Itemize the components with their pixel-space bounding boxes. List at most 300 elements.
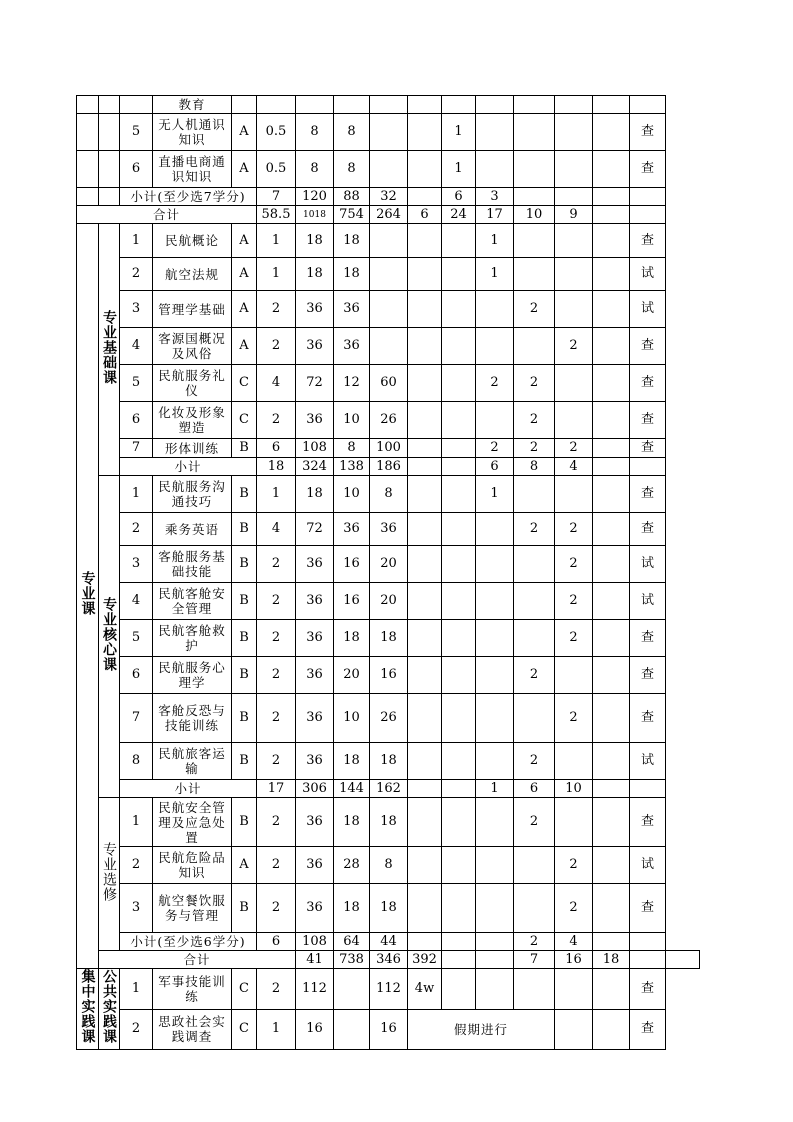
semester-3 <box>476 884 514 933</box>
semester-5: 2 <box>555 546 593 583</box>
theory-hours <box>334 1009 370 1050</box>
semester-5 <box>555 476 593 513</box>
semester-4: 10 <box>514 206 555 224</box>
theory-hours: 16 <box>334 546 370 583</box>
practice-hours <box>370 224 408 258</box>
semester-2 <box>442 258 476 291</box>
theory-hours: 18 <box>334 258 370 291</box>
credit: 2 <box>257 620 296 657</box>
theory-hours: 64 <box>334 933 370 951</box>
theory-hours: 18 <box>334 884 370 933</box>
semester-6 <box>593 458 630 476</box>
course-number: 7 <box>120 439 153 458</box>
semester-2 <box>442 657 476 694</box>
semester-5 <box>555 657 593 694</box>
semester-6 <box>593 657 630 694</box>
semester-6 <box>593 96 630 114</box>
semester-3: 2 <box>476 365 514 402</box>
semester-5 <box>555 798 593 847</box>
subtotal-row <box>77 933 700 951</box>
course-number: 3 <box>120 884 153 933</box>
course-type: C <box>232 402 257 439</box>
course-number: 6 <box>120 657 153 694</box>
semester-4: 16 <box>555 951 593 969</box>
semester-1 <box>408 657 442 694</box>
assessment: 查 <box>630 476 666 513</box>
table-row <box>77 546 700 583</box>
table-row <box>77 151 700 188</box>
semester-5 <box>555 969 593 1010</box>
category-cell <box>99 114 120 151</box>
course-name: 化妆及形象塑造 <box>153 402 232 439</box>
practice-hours <box>370 96 408 114</box>
semester-2 <box>442 933 476 951</box>
course-type: B <box>232 513 257 546</box>
semester-4 <box>514 114 555 151</box>
total-label: 合计 <box>77 206 257 224</box>
course-type: C <box>232 1009 257 1050</box>
semester-2: 6 <box>442 188 476 206</box>
semester-2 <box>442 402 476 439</box>
course-name: 军事技能训练 <box>153 969 232 1010</box>
category-label: 专业基础课 <box>101 309 117 385</box>
total-label: 合计 <box>99 951 296 969</box>
credit: 1 <box>257 1009 296 1050</box>
course-type: A <box>232 291 257 328</box>
subtotal-row <box>77 458 700 476</box>
course-name: 形体训练 <box>153 439 232 458</box>
course-name: 客舱反恐与技能训练 <box>153 694 232 743</box>
semester-1 <box>408 458 442 476</box>
semester-6 <box>593 291 630 328</box>
table-row <box>77 258 700 291</box>
semester-5: 2 <box>555 694 593 743</box>
course-number: 2 <box>120 1009 153 1050</box>
category-public-practice <box>99 969 120 1050</box>
semester-4: 2 <box>514 798 555 847</box>
practice-hours: 44 <box>370 933 408 951</box>
semester-5 <box>555 365 593 402</box>
semester-5: 10 <box>555 780 593 798</box>
theory-hours: 18 <box>334 620 370 657</box>
course-number: 6 <box>120 151 153 188</box>
semester-2: 1 <box>442 151 476 188</box>
semester-1 <box>408 114 442 151</box>
theory-hours: 36 <box>334 291 370 328</box>
semester-6 <box>593 114 630 151</box>
credit: 1 <box>257 224 296 258</box>
course-type: B <box>232 546 257 583</box>
semester-1: 4w <box>408 969 442 1010</box>
course-number: 4 <box>120 328 153 365</box>
credit: 1 <box>257 476 296 513</box>
semester-1 <box>408 513 442 546</box>
course-type: A <box>232 847 257 884</box>
theory-hours: 18 <box>334 798 370 847</box>
semester-6 <box>593 328 630 365</box>
semester-4 <box>514 151 555 188</box>
total-hours: 18 <box>296 224 334 258</box>
theory-hours: 88 <box>334 188 370 206</box>
credit: 2 <box>257 847 296 884</box>
semester-1 <box>408 884 442 933</box>
course-name: 教育 <box>153 96 232 114</box>
total-hours: 36 <box>296 583 334 620</box>
course-number: 1 <box>120 476 153 513</box>
credit: 2 <box>257 291 296 328</box>
practice-hours <box>370 258 408 291</box>
semester-6 <box>593 439 630 458</box>
category-elective <box>99 798 120 951</box>
semester-2 <box>442 513 476 546</box>
semester-3 <box>476 513 514 546</box>
total-hours: 108 <box>296 933 334 951</box>
assessment: 试 <box>630 743 666 780</box>
theory-hours: 346 <box>370 951 408 969</box>
semester-6 <box>593 969 630 1010</box>
course-number: 6 <box>120 402 153 439</box>
semester-5: 2 <box>555 328 593 365</box>
total-hours: 36 <box>296 847 334 884</box>
semester-5: 4 <box>555 458 593 476</box>
assessment <box>630 458 666 476</box>
semester-1 <box>408 439 442 458</box>
course-type: B <box>232 798 257 847</box>
semester-6 <box>593 258 630 291</box>
theory-hours <box>334 969 370 1010</box>
category-concentrated <box>77 969 99 1050</box>
semester-4: 8 <box>514 458 555 476</box>
assessment: 查 <box>630 114 666 151</box>
semester-4: 6 <box>514 780 555 798</box>
credit: 17 <box>257 780 296 798</box>
semester-6 <box>593 620 630 657</box>
course-type: B <box>232 743 257 780</box>
semester-1 <box>408 328 442 365</box>
course-type: B <box>232 583 257 620</box>
table-row <box>77 476 700 513</box>
semester-2 <box>442 328 476 365</box>
course-number: 3 <box>120 546 153 583</box>
theory-hours: 8 <box>334 114 370 151</box>
semester-3 <box>476 96 514 114</box>
total-hours: 108 <box>296 439 334 458</box>
total-hours: 18 <box>296 258 334 291</box>
semester-3: 1 <box>476 780 514 798</box>
semester-6 <box>593 546 630 583</box>
table-row <box>77 694 700 743</box>
category-cell <box>77 188 99 206</box>
semester-1 <box>408 258 442 291</box>
semester-5: 18 <box>593 951 630 969</box>
course-type: B <box>232 657 257 694</box>
total-hours: 324 <box>296 458 334 476</box>
credit: 6 <box>257 933 296 951</box>
course-name: 民航服务沟通技巧 <box>153 476 232 513</box>
table-row <box>77 439 700 458</box>
course-name: 客舱服务基础技能 <box>153 546 232 583</box>
category-label: 公共实践课 <box>101 969 117 1044</box>
total-hours: 738 <box>334 951 370 969</box>
practice-hours: 20 <box>370 583 408 620</box>
semester-6 <box>593 780 630 798</box>
credit: 2 <box>257 969 296 1010</box>
semester-6 <box>593 365 630 402</box>
category-label: 集中实践课 <box>79 969 96 1044</box>
course-type: B <box>232 620 257 657</box>
table-row <box>77 365 700 402</box>
assessment <box>630 933 666 951</box>
total-hours: 36 <box>296 694 334 743</box>
credit: 7 <box>257 188 296 206</box>
assessment: 查 <box>630 798 666 847</box>
table-row <box>77 513 700 546</box>
semester-1 <box>408 151 442 188</box>
semester-2 <box>442 291 476 328</box>
practice-hours: 32 <box>370 188 408 206</box>
semester-6 <box>593 743 630 780</box>
semester-6 <box>593 476 630 513</box>
category-label: 专业核心课 <box>101 596 117 672</box>
semester-2 <box>442 583 476 620</box>
semester-6 <box>593 847 630 884</box>
subtotal-row <box>77 780 700 798</box>
category-professional <box>77 224 99 969</box>
credit: 2 <box>257 743 296 780</box>
total-hours: 36 <box>296 743 334 780</box>
course-plan-table <box>76 95 700 1050</box>
semester-6 <box>593 933 630 951</box>
semester-5 <box>555 1009 593 1050</box>
table-row <box>77 114 700 151</box>
practice-hours: 16 <box>370 657 408 694</box>
semester-4: 2 <box>514 439 555 458</box>
theory-hours: 8 <box>334 151 370 188</box>
credit: 0.5 <box>257 114 296 151</box>
semester-4 <box>514 476 555 513</box>
practice-hours: 60 <box>370 365 408 402</box>
semester-4 <box>514 884 555 933</box>
credit: 2 <box>257 402 296 439</box>
table-row <box>77 743 700 780</box>
total-hours: 36 <box>296 884 334 933</box>
course-number <box>120 96 153 114</box>
practice-hours: 26 <box>370 694 408 743</box>
practice-hours: 186 <box>370 458 408 476</box>
assessment: 查 <box>630 513 666 546</box>
semester-2 <box>442 743 476 780</box>
credit: 58.5 <box>257 206 296 224</box>
credit: 6 <box>257 439 296 458</box>
semester-5: 2 <box>555 620 593 657</box>
semester-3 <box>476 291 514 328</box>
assessment: 查 <box>630 439 666 458</box>
course-number: 2 <box>120 513 153 546</box>
theory-hours: 20 <box>334 657 370 694</box>
theory-hours: 138 <box>334 458 370 476</box>
practice-hours <box>370 114 408 151</box>
theory-hours: 18 <box>334 743 370 780</box>
table-row <box>77 328 700 365</box>
practice-hours <box>370 291 408 328</box>
semester-5 <box>555 188 593 206</box>
assessment: 查 <box>630 402 666 439</box>
assessment: 查 <box>630 365 666 402</box>
practice-hours <box>370 328 408 365</box>
total-row <box>77 206 700 224</box>
total-hours: 36 <box>296 402 334 439</box>
course-type: B <box>232 884 257 933</box>
credit: 2 <box>257 657 296 694</box>
semester-5 <box>555 151 593 188</box>
total-hours: 36 <box>296 328 334 365</box>
category-cell <box>77 96 99 114</box>
practice-hours: 20 <box>370 546 408 583</box>
course-number: 7 <box>120 694 153 743</box>
course-name: 乘务英语 <box>153 513 232 546</box>
table-row <box>77 969 700 1010</box>
credit: 1 <box>257 258 296 291</box>
assessment <box>630 188 666 206</box>
course-name: 无人机通识知识 <box>153 114 232 151</box>
course-name: 民航旅客运输 <box>153 743 232 780</box>
semester-1 <box>408 798 442 847</box>
category-core <box>99 476 120 798</box>
semester-2 <box>442 546 476 583</box>
practice-hours: 16 <box>370 1009 408 1050</box>
practice-hours: 18 <box>370 798 408 847</box>
course-type: A <box>232 114 257 151</box>
course-name: 民航客舱安全管理 <box>153 583 232 620</box>
semester-6 <box>593 188 630 206</box>
practice-hours <box>370 151 408 188</box>
semester-2 <box>442 798 476 847</box>
semester-2 <box>442 365 476 402</box>
course-type: B <box>232 694 257 743</box>
course-type: A <box>232 151 257 188</box>
semester-2 <box>442 884 476 933</box>
credit: 0.5 <box>257 151 296 188</box>
theory-hours: 16 <box>334 583 370 620</box>
practice-hours: 100 <box>370 439 408 458</box>
semester-3: 7 <box>514 951 555 969</box>
semester-3 <box>476 657 514 694</box>
semester-5 <box>555 224 593 258</box>
total-hours: 72 <box>296 513 334 546</box>
category-cell <box>99 151 120 188</box>
semester-2 <box>442 847 476 884</box>
semester-3: 3 <box>476 188 514 206</box>
theory-hours: 12 <box>334 365 370 402</box>
category-cell <box>77 114 99 151</box>
semester-1 <box>408 402 442 439</box>
total-hours: 36 <box>296 620 334 657</box>
semester-3 <box>476 933 514 951</box>
semester-2 <box>442 694 476 743</box>
credit: 4 <box>257 513 296 546</box>
practice-hours: 8 <box>370 476 408 513</box>
semester-1 <box>408 620 442 657</box>
theory-hours: 28 <box>334 847 370 884</box>
semester-3 <box>476 583 514 620</box>
assessment <box>630 96 666 114</box>
total-hours: 36 <box>296 657 334 694</box>
theory-hours: 144 <box>334 780 370 798</box>
semester-3 <box>476 969 514 1010</box>
semester-4 <box>514 258 555 291</box>
course-name: 航空法规 <box>153 258 232 291</box>
semester-4 <box>514 546 555 583</box>
assessment: 查 <box>630 694 666 743</box>
semester-note: 假期进行 <box>408 1009 555 1050</box>
assessment: 查 <box>630 657 666 694</box>
semester-6 <box>593 583 630 620</box>
credit: 41 <box>296 951 334 969</box>
semester-4: 2 <box>514 291 555 328</box>
semester-4 <box>514 847 555 884</box>
table-row <box>77 798 700 847</box>
semester-1 <box>408 291 442 328</box>
assessment: 试 <box>630 258 666 291</box>
semester-1 <box>408 224 442 258</box>
semester-5: 2 <box>555 847 593 884</box>
theory-hours <box>334 96 370 114</box>
credit: 2 <box>257 328 296 365</box>
table-row <box>77 884 700 933</box>
total-hours: 112 <box>296 969 334 1010</box>
semester-5 <box>555 291 593 328</box>
semester-6 <box>593 151 630 188</box>
course-type: C <box>232 365 257 402</box>
practice-hours: 112 <box>370 969 408 1010</box>
course-type: B <box>232 439 257 458</box>
semester-5: 2 <box>555 439 593 458</box>
semester-3: 17 <box>476 206 514 224</box>
total-hours: 120 <box>296 188 334 206</box>
semester-3: 2 <box>476 439 514 458</box>
assessment: 查 <box>630 884 666 933</box>
course-number: 3 <box>120 291 153 328</box>
assessment: 查 <box>630 328 666 365</box>
table-row <box>77 620 700 657</box>
semester-1 <box>408 583 442 620</box>
theory-hours: 10 <box>334 694 370 743</box>
course-name: 民航服务心理学 <box>153 657 232 694</box>
assessment: 查 <box>630 224 666 258</box>
practice-hours: 8 <box>370 847 408 884</box>
course-number: 5 <box>120 620 153 657</box>
semester-1 <box>408 847 442 884</box>
table-row <box>77 402 700 439</box>
semester-1 <box>408 476 442 513</box>
semester-4: 2 <box>514 933 555 951</box>
semester-3 <box>476 847 514 884</box>
table-row <box>77 583 700 620</box>
table-row <box>77 847 700 884</box>
semester-5 <box>555 402 593 439</box>
practice-hours: 18 <box>370 620 408 657</box>
assessment <box>666 951 700 969</box>
semester-1 <box>442 951 476 969</box>
practice-hours: 392 <box>408 951 442 969</box>
theory-hours: 754 <box>334 206 370 224</box>
semester-6 <box>593 884 630 933</box>
course-number: 2 <box>120 847 153 884</box>
credit: 2 <box>257 884 296 933</box>
semester-2 <box>442 458 476 476</box>
semester-5 <box>555 258 593 291</box>
theory-hours: 10 <box>334 402 370 439</box>
